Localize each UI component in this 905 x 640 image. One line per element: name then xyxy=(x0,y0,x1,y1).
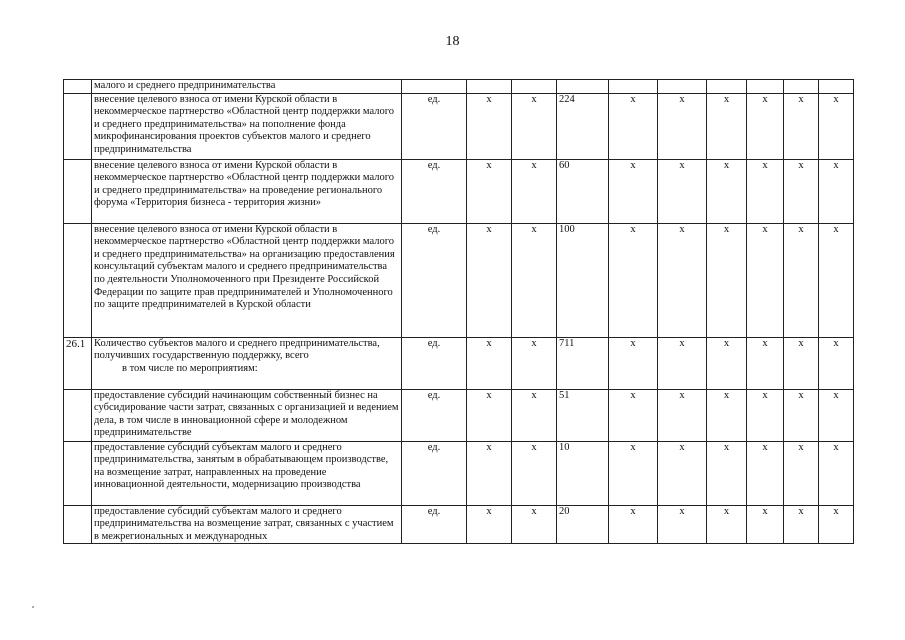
row-value-cell: x xyxy=(512,337,557,389)
row-number xyxy=(64,441,92,505)
row-number xyxy=(64,93,92,159)
row-value-cell: x xyxy=(609,223,658,337)
row-value-cell: x xyxy=(784,337,819,389)
row-value-cell: x xyxy=(784,159,819,223)
row-description-text: внесение целевого взноса от имени Курской области в некоммерческое партнерство «Областной центр поддержки малого и среднего предпринимательства» на проведение регионального форума «Территория бизнеса - территория жизни» xyxy=(94,159,394,209)
row-value-cell: 100 xyxy=(557,223,609,337)
row-value-cell: x xyxy=(819,223,854,337)
row-unit xyxy=(402,80,467,94)
row-value-cell: x xyxy=(747,223,784,337)
row-value-cell: x xyxy=(609,389,658,441)
table-row xyxy=(64,80,854,94)
table-row xyxy=(64,441,854,505)
row-value-cell: x xyxy=(707,389,747,441)
row-value-cell: x xyxy=(609,159,658,223)
row-description-text: предоставление субсидий начинающим собственный бизнес на субсидирование части затрат, связанных с организацией и ведением дела, в том числе в инновационной сфере и молодежном предпринимательстве xyxy=(94,389,399,439)
row-value-cell: 10 xyxy=(557,441,609,505)
row-value-cell: x xyxy=(512,223,557,337)
row-unit: ед. xyxy=(402,93,467,159)
row-value-cell: x xyxy=(512,93,557,159)
row-value-cell: x xyxy=(819,93,854,159)
row-description-text: внесение целевого взноса от имени Курской области в некоммерческое партнерство «Областной центр поддержки малого и среднего предпринимательства» на пополнение фонда микрофинансирования проектов субъектов малого и среднего предпринимательства xyxy=(94,93,394,155)
table-row xyxy=(64,337,854,389)
row-value-cell: x xyxy=(609,337,658,389)
row-unit: ед. xyxy=(402,159,467,223)
row-value-cell: 60 xyxy=(557,159,609,223)
row-value-cell xyxy=(819,80,854,94)
row-value-cell: x xyxy=(784,505,819,544)
table-row xyxy=(64,389,854,441)
row-value-cell: x xyxy=(707,93,747,159)
row-value-cell: x xyxy=(707,441,747,505)
row-value-cell: x xyxy=(707,337,747,389)
row-number xyxy=(64,80,92,94)
row-value-cell: x xyxy=(819,389,854,441)
row-description-text: предоставление субсидий субъектам малого и среднего предпринимательства, занятым в обрабатывающем производстве, на возмещение затрат, направленных на проведение инновационной деятельности, модернизацию производства xyxy=(94,441,389,491)
row-number xyxy=(64,159,92,223)
row-value-cell: 224 xyxy=(557,93,609,159)
row-value-cell: x xyxy=(658,337,707,389)
row-value-cell: x xyxy=(819,337,854,389)
row-description xyxy=(92,441,402,505)
row-value-cell: x xyxy=(747,441,784,505)
row-value-cell: x xyxy=(747,93,784,159)
row-value-cell: 711 xyxy=(557,337,609,389)
row-value-cell: x xyxy=(512,441,557,505)
row-value-cell: x xyxy=(658,505,707,544)
row-value-cell xyxy=(784,80,819,94)
row-value-cell xyxy=(609,80,658,94)
row-unit: ед. xyxy=(402,337,467,389)
row-value-cell: x xyxy=(747,389,784,441)
row-value-cell: x xyxy=(467,441,512,505)
row-description xyxy=(92,389,402,441)
row-value-cell: x xyxy=(512,159,557,223)
row-value-cell xyxy=(512,80,557,94)
row-value-cell: x xyxy=(819,505,854,544)
row-value-cell: x xyxy=(658,93,707,159)
row-value-cell: x xyxy=(707,223,747,337)
row-value-cell: x xyxy=(467,505,512,544)
row-value-cell: x xyxy=(784,441,819,505)
row-unit: ед. xyxy=(402,505,467,544)
table-row xyxy=(64,159,854,223)
row-description xyxy=(92,337,402,389)
row-value-cell: x xyxy=(747,505,784,544)
row-value-cell: x xyxy=(747,337,784,389)
scan-speck xyxy=(32,606,34,608)
row-description-text: Количество субъектов малого и среднего предпринимательства, получивших государственную поддержку, всего xyxy=(94,337,380,362)
row-value-cell: x xyxy=(467,223,512,337)
row-value-cell: x xyxy=(512,505,557,544)
row-value-cell: x xyxy=(819,441,854,505)
row-number: 26.1 xyxy=(64,337,92,389)
table-row xyxy=(64,223,854,337)
row-value-cell: x xyxy=(512,389,557,441)
table-row xyxy=(64,93,854,159)
indicator-table xyxy=(63,79,854,544)
page-number: 18 xyxy=(445,34,460,49)
row-value-cell: x xyxy=(658,159,707,223)
row-value-cell: x xyxy=(467,159,512,223)
row-number xyxy=(64,389,92,441)
row-value-cell: x xyxy=(784,223,819,337)
row-description xyxy=(92,505,402,544)
row-number xyxy=(64,505,92,544)
row-value-cell: 20 xyxy=(557,505,609,544)
row-value-cell xyxy=(707,80,747,94)
row-value-cell: x xyxy=(609,505,658,544)
row-description xyxy=(92,159,402,223)
row-value-cell: x xyxy=(467,93,512,159)
row-value-cell: x xyxy=(747,159,784,223)
row-description xyxy=(92,93,402,159)
row-value-cell: x xyxy=(819,159,854,223)
row-value-cell: x xyxy=(784,389,819,441)
row-description xyxy=(92,223,402,337)
row-unit: ед. xyxy=(402,223,467,337)
row-value-cell: x xyxy=(609,93,658,159)
row-description xyxy=(92,80,402,94)
row-value-cell: x xyxy=(467,337,512,389)
row-unit: ед. xyxy=(402,441,467,505)
row-value-cell: x xyxy=(609,441,658,505)
row-number xyxy=(64,223,92,337)
row-sub-label: в том числе по мероприятиям: xyxy=(122,362,258,374)
row-description-text: малого и среднего предпринимательства xyxy=(94,80,276,91)
row-value-cell: x xyxy=(467,389,512,441)
row-value-cell: x xyxy=(658,223,707,337)
row-value-cell xyxy=(467,80,512,94)
row-value-cell: 51 xyxy=(557,389,609,441)
row-unit: ед. xyxy=(402,389,467,441)
row-value-cell xyxy=(747,80,784,94)
table-row xyxy=(64,505,854,544)
row-value-cell xyxy=(557,80,609,94)
row-value-cell xyxy=(658,80,707,94)
row-value-cell: x xyxy=(784,93,819,159)
row-value-cell: x xyxy=(707,159,747,223)
row-value-cell: x xyxy=(707,505,747,544)
row-value-cell: x xyxy=(658,441,707,505)
row-description-text: внесение целевого взноса от имени Курской области в некоммерческое партнерство «Областной центр поддержки малого и среднего предпринимательства» на организацию предоставления консультаций субъектам малого и среднего предпринимательства по деятельности Уполномоченного при Президенте Российской Федерации по защите прав предпринимателей и Уполномоченного по защите предпринимателей в Курской области xyxy=(94,223,395,311)
row-value-cell: x xyxy=(658,389,707,441)
row-description-text: предоставление субсидий субъектам малого и среднего предпринимательства на возмещение затрат, связанных с участием в межрегиональных и международных xyxy=(94,505,394,542)
